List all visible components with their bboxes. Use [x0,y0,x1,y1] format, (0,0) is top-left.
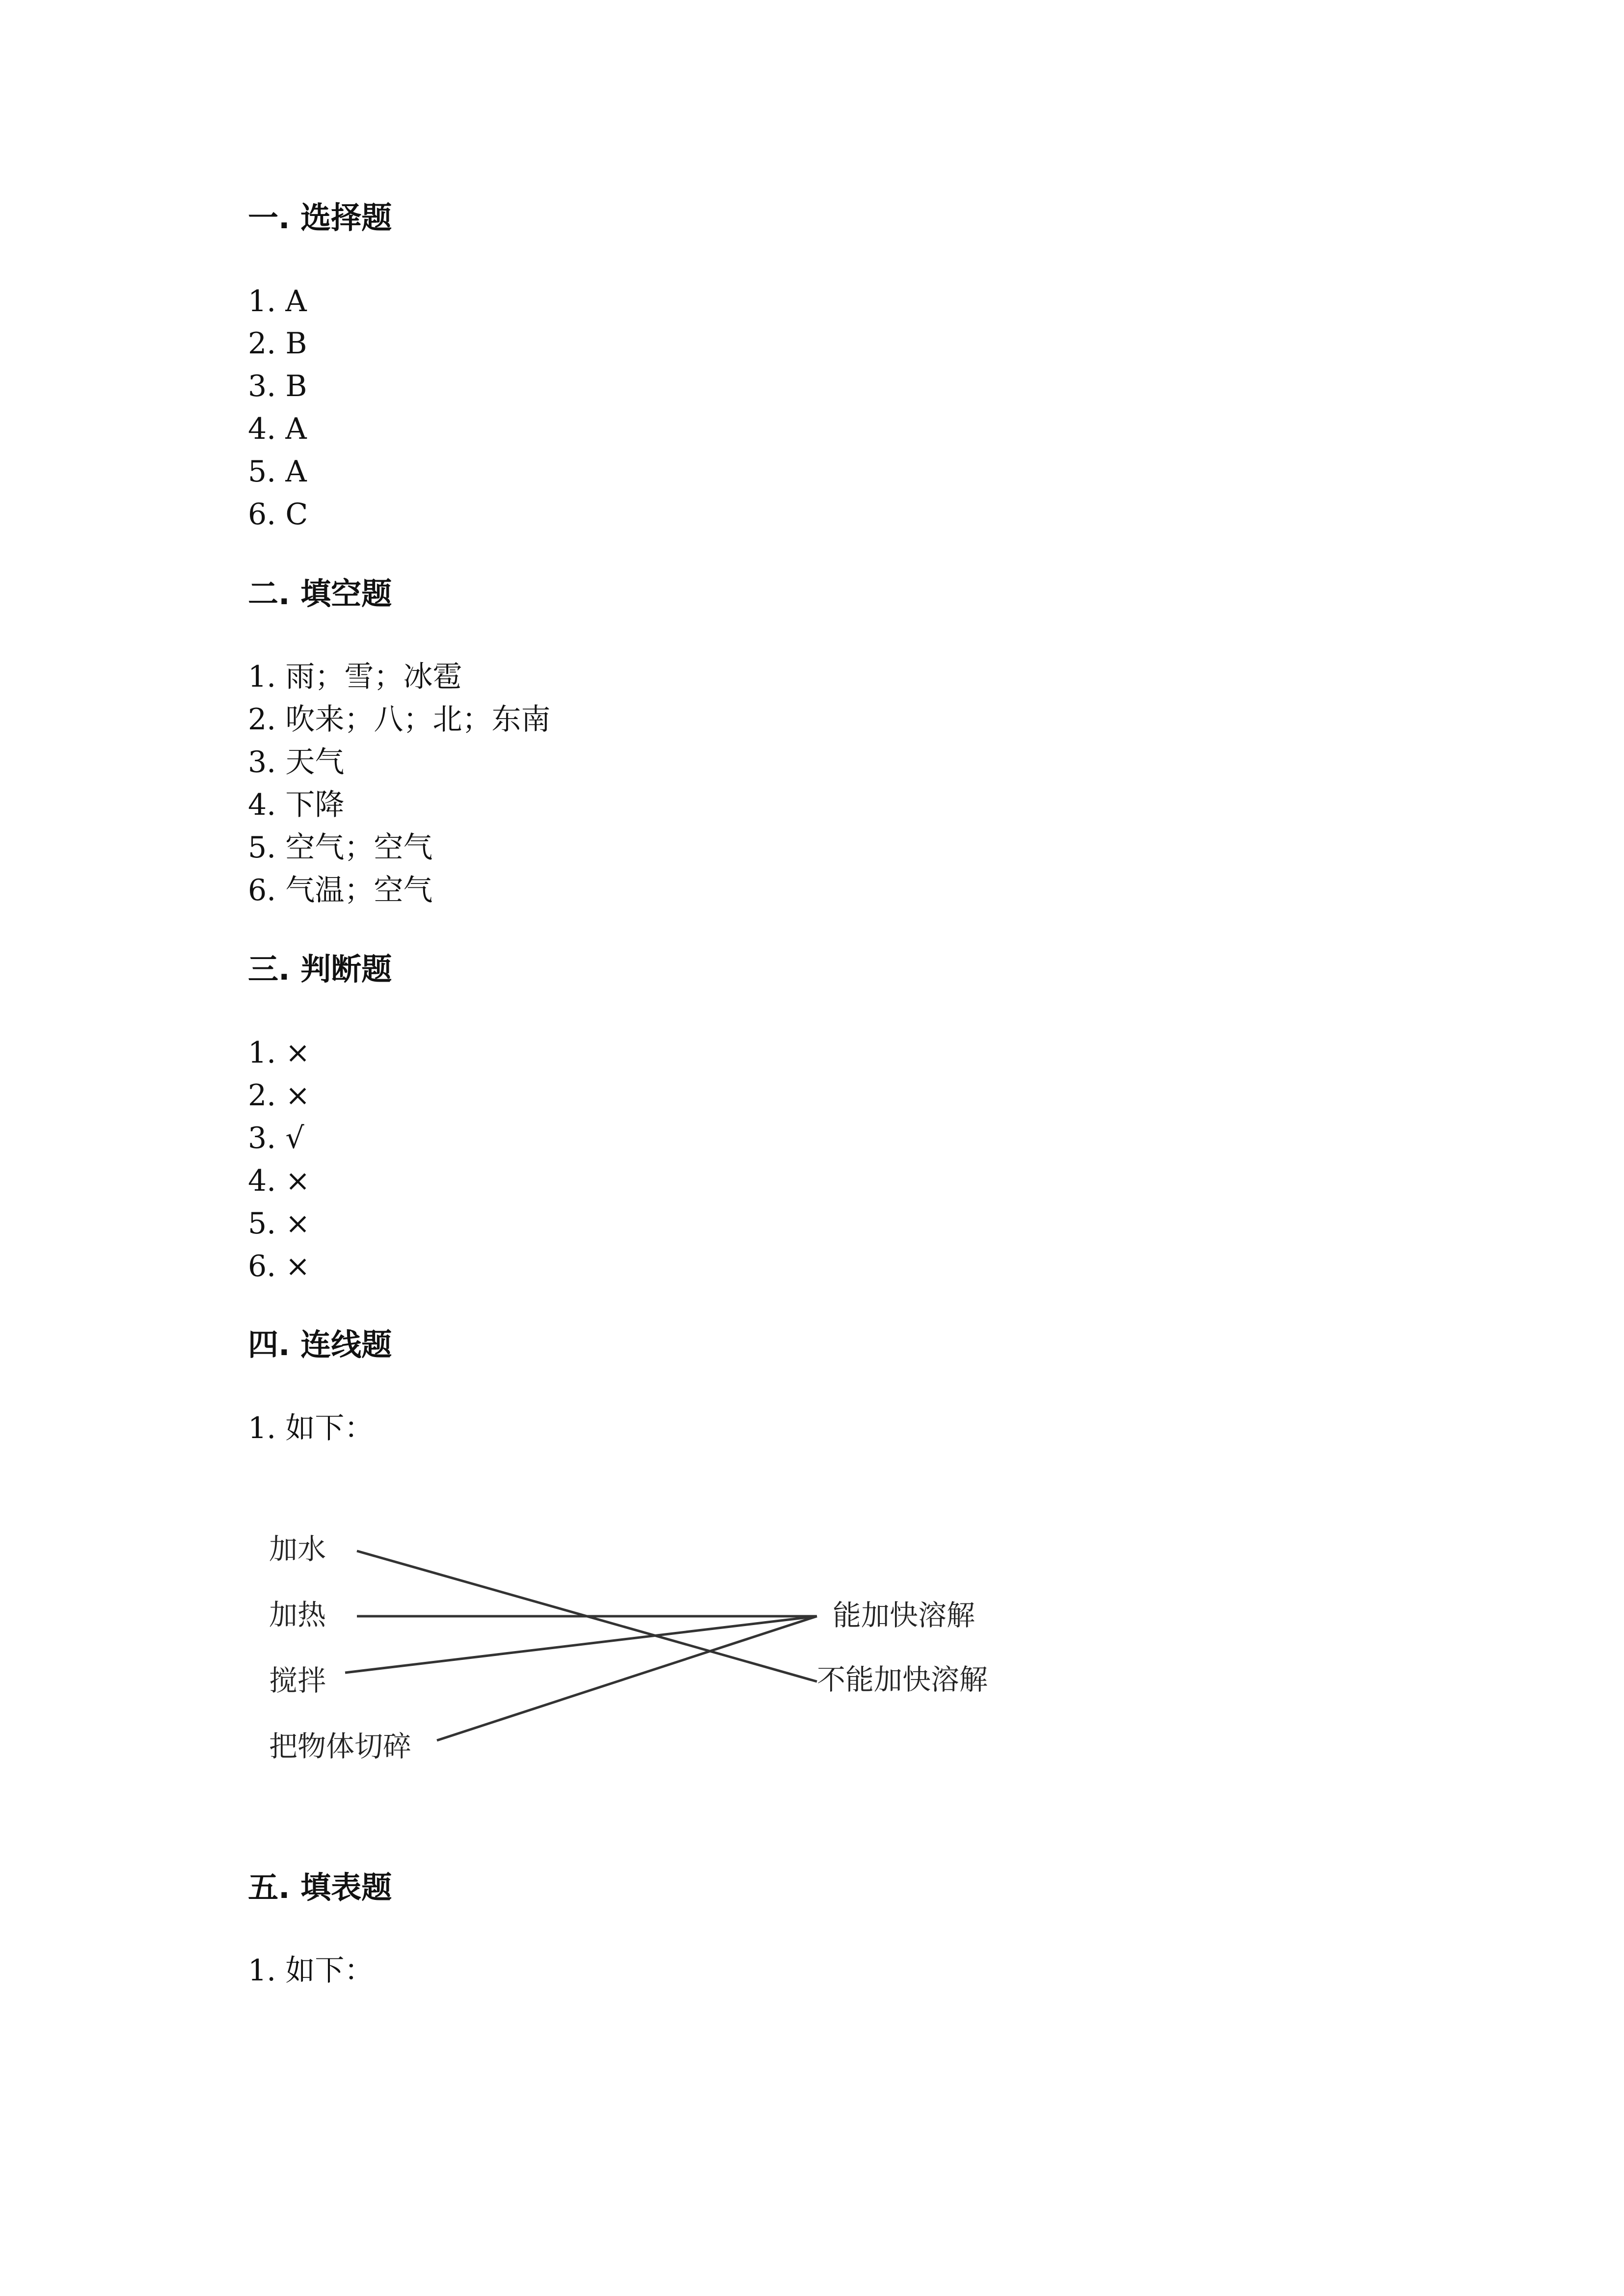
fill-answer-6: 6. 气温；空气 [248,873,433,908]
fill-answer-1: 1. 雨；雪；冰雹 [248,660,462,694]
judge-answer-5: 5. × [248,1206,310,1241]
section-title-table-fill: 五. 填表题 [248,1869,392,1905]
judge-answer-2: 2. × [248,1078,310,1113]
left-item-stir: 搅拌 [269,1664,326,1697]
section-title-matching: 四. 连线题 [248,1327,392,1362]
choice-answer-1: 1. A [248,284,307,319]
choice-answer-6: 6. C [248,497,308,532]
right-item-speeds-dissolving: 能加快溶解 [833,1599,975,1632]
choice-answer-5: 5. A [248,454,307,489]
choice-answer-4: 4. A [248,412,307,446]
left-item-add-water: 加水 [269,1532,326,1566]
left-item-heat: 加热 [269,1598,326,1631]
fill-answer-2: 2. 吹来；八；北；东南 [248,702,551,737]
left-item-cut-object: 把物体切碎 [269,1730,412,1763]
section-title-true-false: 三. 判断题 [248,951,392,987]
link-cut-to-speed [437,1616,817,1740]
fill-answer-5: 5. 空气；空气 [248,830,433,865]
matching-answer-1: 1. 如下： [248,1411,374,1445]
section-title-fill-blank: 二. 填空题 [248,576,392,612]
judge-answer-4: 4. × [248,1164,310,1198]
link-stir-to-speed [345,1616,817,1673]
section-title-choice: 一. 选择题 [248,200,392,236]
right-item-not-speed-dissolving: 不能加快溶解 [817,1663,988,1696]
judge-answer-3: 3. √ [248,1121,304,1155]
judge-answer-1: 1. × [248,1036,310,1070]
fill-answer-3: 3. 天气 [248,745,345,779]
fill-answer-4: 4. 下降 [248,788,345,822]
choice-answer-3: 3. B [248,369,307,403]
table-fill-answer-1: 1. 如下： [248,1953,374,1988]
choice-answer-2: 2. B [248,326,307,361]
judge-answer-6: 6. × [248,1249,310,1283]
